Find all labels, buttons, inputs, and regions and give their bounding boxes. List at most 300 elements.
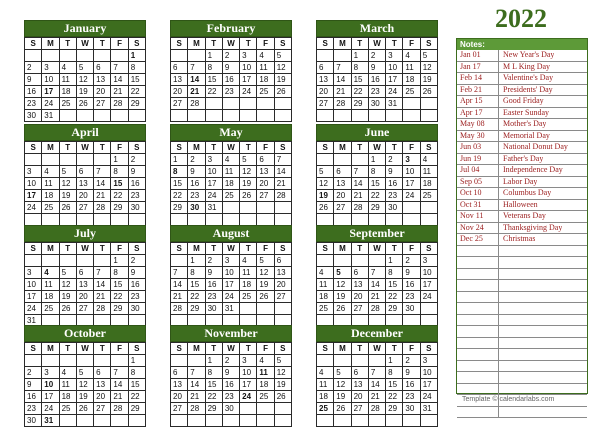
day-cell: 30	[222, 403, 239, 415]
weekday-header: M	[42, 142, 59, 154]
day-cell	[42, 214, 59, 226]
day-cell: 6	[76, 166, 93, 178]
day-cell	[240, 110, 257, 122]
month-october	[24, 325, 146, 427]
day-cell	[25, 50, 42, 62]
day-cell	[257, 415, 274, 427]
day-cell: 19	[240, 178, 257, 190]
day-cell	[274, 403, 291, 415]
weekday-header: T	[351, 38, 368, 50]
day-cell: 16	[222, 379, 239, 391]
day-cell: 3	[240, 355, 257, 367]
day-cell: 10	[222, 267, 239, 279]
day-cell: 18	[403, 74, 420, 86]
day-cell: 13	[334, 178, 351, 190]
day-cell: 24	[25, 202, 42, 214]
day-cell: 15	[205, 379, 222, 391]
note-row	[457, 384, 587, 396]
weekday-header: S	[171, 38, 188, 50]
day-cell	[111, 110, 128, 122]
day-cell: 1	[111, 255, 128, 267]
day-cell: 9	[188, 166, 205, 178]
day-cell: 21	[334, 86, 351, 98]
note-date: Jul 04	[457, 165, 499, 176]
day-cell	[420, 303, 437, 315]
note-row	[457, 211, 587, 223]
day-cell: 20	[171, 391, 188, 403]
day-cell: 22	[351, 86, 368, 98]
day-cell: 7	[368, 267, 385, 279]
weekday-header: T	[351, 243, 368, 255]
day-cell: 17	[222, 279, 239, 291]
month-title: March	[316, 20, 438, 37]
day-cell: 9	[368, 62, 385, 74]
day-cell: 26	[334, 303, 351, 315]
day-cell	[403, 202, 420, 214]
day-cell: 18	[42, 190, 59, 202]
note-holiday-name: Good Friday	[503, 96, 544, 105]
day-cell: 2	[25, 367, 42, 379]
day-cell: 14	[368, 379, 385, 391]
day-cell: 8	[111, 166, 128, 178]
day-cell	[257, 303, 274, 315]
weekday-header: T	[59, 243, 76, 255]
day-cell: 16	[128, 279, 145, 291]
day-cell: 31	[205, 202, 222, 214]
day-cell: 8	[128, 367, 145, 379]
weekday-header: M	[334, 243, 351, 255]
day-cell	[171, 355, 188, 367]
day-cell	[317, 50, 334, 62]
day-cell: 17	[403, 178, 420, 190]
month-title: May	[170, 124, 292, 141]
day-cell	[317, 154, 334, 166]
weekday-header: M	[42, 243, 59, 255]
weekday-header: T	[240, 343, 257, 355]
day-cell: 2	[222, 50, 239, 62]
day-cell: 2	[403, 355, 420, 367]
day-cell: 29	[386, 403, 403, 415]
day-cell: 13	[171, 74, 188, 86]
day-cell: 22	[386, 291, 403, 303]
day-cell: 25	[222, 190, 239, 202]
day-cell	[128, 214, 145, 226]
day-cell: 13	[76, 178, 93, 190]
day-cell: 14	[334, 74, 351, 86]
day-cell: 7	[171, 267, 188, 279]
day-cell: 14	[171, 279, 188, 291]
note-holiday-name: Easter Sunday	[503, 107, 549, 117]
day-cell: 8	[171, 166, 188, 178]
day-cell: 12	[334, 379, 351, 391]
day-cell	[171, 415, 188, 427]
day-cell: 19	[274, 74, 291, 86]
note-holiday-name: Mother's Day	[503, 119, 547, 128]
day-cell	[240, 202, 257, 214]
month-august	[170, 225, 292, 327]
day-cell: 8	[205, 367, 222, 379]
day-cell: 16	[403, 379, 420, 391]
day-cell: 6	[76, 267, 93, 279]
day-cell: 14	[368, 279, 385, 291]
note-row	[457, 372, 587, 384]
day-cell	[368, 255, 385, 267]
day-cell	[94, 50, 111, 62]
day-cell: 25	[317, 403, 334, 415]
note-holiday-name	[499, 372, 503, 383]
day-cell: 1	[111, 154, 128, 166]
day-cell: 26	[240, 190, 257, 202]
day-cell: 4	[420, 154, 437, 166]
day-cell: 26	[59, 202, 76, 214]
day-cell	[111, 415, 128, 427]
day-cell	[111, 355, 128, 367]
day-cell: 20	[351, 291, 368, 303]
day-cell: 10	[205, 166, 222, 178]
day-cell	[76, 355, 93, 367]
weekday-header: M	[188, 142, 205, 154]
note-holiday-name	[499, 303, 503, 314]
weekday-header: F	[257, 38, 274, 50]
day-cell: 3	[42, 367, 59, 379]
day-cell	[76, 415, 93, 427]
day-cell	[240, 403, 257, 415]
day-cell: 29	[386, 303, 403, 315]
day-cell	[386, 110, 403, 122]
day-cell: 18	[317, 391, 334, 403]
month-title: September	[316, 225, 438, 242]
day-cell	[274, 303, 291, 315]
day-cell: 24	[222, 291, 239, 303]
day-cell: 20	[76, 291, 93, 303]
day-cell: 15	[188, 279, 205, 291]
day-cell	[76, 110, 93, 122]
day-cell	[317, 355, 334, 367]
day-cell	[257, 110, 274, 122]
day-cell: 23	[25, 98, 42, 110]
note-holiday-name	[499, 338, 503, 349]
weekday-header: M	[42, 38, 59, 50]
day-cell	[386, 214, 403, 226]
day-cell: 31	[222, 303, 239, 315]
month-title: June	[316, 124, 438, 141]
day-cell	[94, 415, 111, 427]
day-cell: 18	[42, 291, 59, 303]
note-holiday-name: Presidents' Day	[503, 84, 553, 94]
day-cell: 13	[351, 279, 368, 291]
weekday-header: F	[403, 142, 420, 154]
day-cell	[351, 355, 368, 367]
day-cell: 28	[274, 190, 291, 202]
weekday-header: W	[76, 243, 93, 255]
day-cell	[59, 154, 76, 166]
day-cell: 13	[171, 379, 188, 391]
day-cell: 17	[240, 74, 257, 86]
note-row	[457, 119, 587, 131]
weekday-header: M	[188, 38, 205, 50]
weekday-header: S	[128, 142, 145, 154]
note-date: Feb 21	[457, 85, 499, 96]
day-cell: 26	[317, 202, 334, 214]
note-date: Jan 01	[457, 50, 499, 61]
weekday-header: S	[274, 343, 291, 355]
day-cell: 5	[317, 166, 334, 178]
day-cell: 21	[111, 86, 128, 98]
day-cell: 24	[240, 391, 257, 403]
day-cell	[257, 403, 274, 415]
day-cell: 29	[111, 202, 128, 214]
day-cell: 10	[42, 74, 59, 86]
day-cell: 8	[368, 166, 385, 178]
day-cell: 18	[420, 178, 437, 190]
day-cell	[351, 415, 368, 427]
day-cell: 22	[386, 391, 403, 403]
day-cell: 27	[76, 202, 93, 214]
day-cell: 3	[25, 166, 42, 178]
day-cell: 25	[420, 190, 437, 202]
day-cell: 31	[25, 315, 42, 327]
day-cell	[420, 98, 437, 110]
day-cell: 19	[334, 291, 351, 303]
weekday-header: S	[128, 343, 145, 355]
day-cell	[188, 110, 205, 122]
day-cell: 12	[59, 279, 76, 291]
weekday-header: T	[94, 343, 111, 355]
day-cell: 3	[420, 255, 437, 267]
weekday-header: F	[111, 38, 128, 50]
day-cell: 5	[76, 62, 93, 74]
day-cell: 24	[42, 403, 59, 415]
day-cell: 13	[76, 279, 93, 291]
day-cell: 29	[368, 202, 385, 214]
day-cell: 6	[317, 62, 334, 74]
day-cell: 6	[171, 367, 188, 379]
day-cell: 1	[351, 50, 368, 62]
day-cell	[42, 355, 59, 367]
note-holiday-name: Thanksgiving Day	[503, 222, 563, 232]
day-cell: 15	[111, 178, 128, 190]
weekday-header: T	[59, 142, 76, 154]
day-cell: 26	[76, 98, 93, 110]
day-cell: 16	[205, 279, 222, 291]
day-cell: 13	[94, 74, 111, 86]
month-title: November	[170, 325, 292, 342]
day-cell: 27	[351, 303, 368, 315]
day-cell: 4	[59, 367, 76, 379]
day-cell	[420, 415, 437, 427]
weekday-header: S	[128, 243, 145, 255]
day-cell: 1	[188, 255, 205, 267]
note-date: Jun 03	[457, 142, 499, 153]
weekday-header: F	[257, 343, 274, 355]
day-cell: 5	[420, 50, 437, 62]
day-cell: 14	[111, 74, 128, 86]
note-holiday-name	[499, 292, 503, 303]
day-cell: 30	[128, 303, 145, 315]
day-cell: 7	[111, 367, 128, 379]
weekday-header: M	[334, 343, 351, 355]
day-cell: 6	[171, 62, 188, 74]
day-cell: 2	[128, 154, 145, 166]
day-cell: 5	[59, 267, 76, 279]
day-cell: 23	[128, 291, 145, 303]
day-cell: 9	[25, 74, 42, 86]
day-cell	[94, 355, 111, 367]
day-cell	[59, 50, 76, 62]
month-january	[24, 20, 146, 122]
day-cell: 26	[76, 403, 93, 415]
day-cell: 1	[128, 50, 145, 62]
day-cell	[420, 214, 437, 226]
month-april	[24, 124, 146, 226]
weekday-header: W	[368, 243, 385, 255]
day-cell: 10	[403, 166, 420, 178]
day-cell	[240, 303, 257, 315]
note-date: Apr 15	[457, 96, 499, 107]
day-cell: 28	[368, 303, 385, 315]
note-date	[457, 372, 499, 383]
note-date	[457, 349, 499, 360]
day-cell	[42, 50, 59, 62]
day-cell	[403, 214, 420, 226]
note-date: Oct 31	[457, 200, 499, 211]
day-cell: 6	[351, 267, 368, 279]
day-cell: 7	[188, 367, 205, 379]
day-cell: 28	[94, 202, 111, 214]
weekday-header: T	[351, 142, 368, 154]
day-cell	[368, 355, 385, 367]
day-cell: 1	[205, 50, 222, 62]
weekday-header: W	[222, 142, 239, 154]
weekday-header: M	[188, 343, 205, 355]
day-cell: 16	[386, 178, 403, 190]
weekday-header: W	[368, 343, 385, 355]
day-cell	[351, 214, 368, 226]
day-cell: 22	[111, 190, 128, 202]
note-date	[457, 246, 499, 257]
day-cell: 27	[257, 190, 274, 202]
day-cell: 11	[42, 279, 59, 291]
day-cell: 12	[76, 74, 93, 86]
day-cell: 5	[334, 267, 351, 279]
day-cell: 21	[171, 291, 188, 303]
weekday-header: T	[94, 38, 111, 50]
weekday-header: F	[403, 343, 420, 355]
day-cell: 22	[111, 291, 128, 303]
note-holiday-name: Father's Day	[503, 153, 544, 163]
note-holiday-name	[499, 361, 503, 372]
day-cell: 25	[59, 98, 76, 110]
note-date	[457, 280, 499, 291]
day-cell	[25, 255, 42, 267]
day-cell: 9	[128, 166, 145, 178]
day-cell	[317, 110, 334, 122]
weekday-header: F	[257, 243, 274, 255]
note-date: Oct 10	[457, 188, 499, 199]
day-cell	[25, 214, 42, 226]
day-cell	[257, 202, 274, 214]
weekday-header: M	[188, 243, 205, 255]
day-cell: 5	[76, 367, 93, 379]
day-cell: 23	[128, 190, 145, 202]
weekday-header: S	[25, 343, 42, 355]
day-cell: 30	[386, 202, 403, 214]
weekday-header: M	[42, 343, 59, 355]
notes-header: Notes:	[457, 39, 587, 50]
day-cell: 3	[205, 154, 222, 166]
day-cell	[274, 202, 291, 214]
weekday-header: S	[171, 142, 188, 154]
note-holiday-name: Christmas	[503, 234, 536, 243]
day-cell: 15	[351, 74, 368, 86]
day-cell: 16	[403, 279, 420, 291]
day-cell: 6	[257, 154, 274, 166]
day-cell: 29	[188, 303, 205, 315]
note-date: Jun 19	[457, 154, 499, 165]
day-cell: 12	[257, 267, 274, 279]
note-date: Dec 25	[457, 234, 499, 245]
note-holiday-name: Memorial Day	[503, 130, 550, 140]
day-cell	[205, 214, 222, 226]
day-cell: 22	[368, 190, 385, 202]
day-cell: 23	[25, 403, 42, 415]
day-cell: 2	[403, 255, 420, 267]
day-cell: 13	[257, 166, 274, 178]
day-cell: 5	[274, 355, 291, 367]
day-cell: 23	[403, 291, 420, 303]
day-cell	[25, 154, 42, 166]
day-cell: 11	[240, 267, 257, 279]
day-cell: 11	[317, 279, 334, 291]
month-february	[170, 20, 292, 122]
day-cell: 3	[222, 255, 239, 267]
day-cell: 8	[351, 62, 368, 74]
day-cell: 11	[317, 379, 334, 391]
day-cell: 6	[94, 367, 111, 379]
day-cell	[42, 154, 59, 166]
day-cell: 29	[128, 403, 145, 415]
day-cell	[188, 355, 205, 367]
day-cell: 19	[59, 291, 76, 303]
note-row	[457, 280, 587, 292]
day-cell: 27	[274, 291, 291, 303]
weekday-header: T	[386, 343, 403, 355]
day-cell: 20	[94, 86, 111, 98]
day-cell	[257, 214, 274, 226]
note-holiday-name	[499, 326, 503, 337]
day-cell: 28	[334, 98, 351, 110]
day-cell: 13	[351, 379, 368, 391]
note-holiday-name	[499, 315, 503, 326]
weekday-header: W	[368, 38, 385, 50]
day-cell	[76, 255, 93, 267]
day-cell: 4	[317, 367, 334, 379]
day-cell: 29	[205, 403, 222, 415]
day-cell: 19	[334, 391, 351, 403]
day-cell: 29	[128, 98, 145, 110]
month-june	[316, 124, 438, 226]
day-cell: 21	[111, 391, 128, 403]
day-cell	[274, 98, 291, 110]
day-cell: 10	[25, 178, 42, 190]
day-cell: 20	[171, 86, 188, 98]
day-cell: 1	[171, 154, 188, 166]
weekday-header: T	[94, 243, 111, 255]
day-cell: 27	[94, 403, 111, 415]
day-cell: 20	[257, 178, 274, 190]
day-cell	[420, 110, 437, 122]
day-cell: 3	[403, 154, 420, 166]
